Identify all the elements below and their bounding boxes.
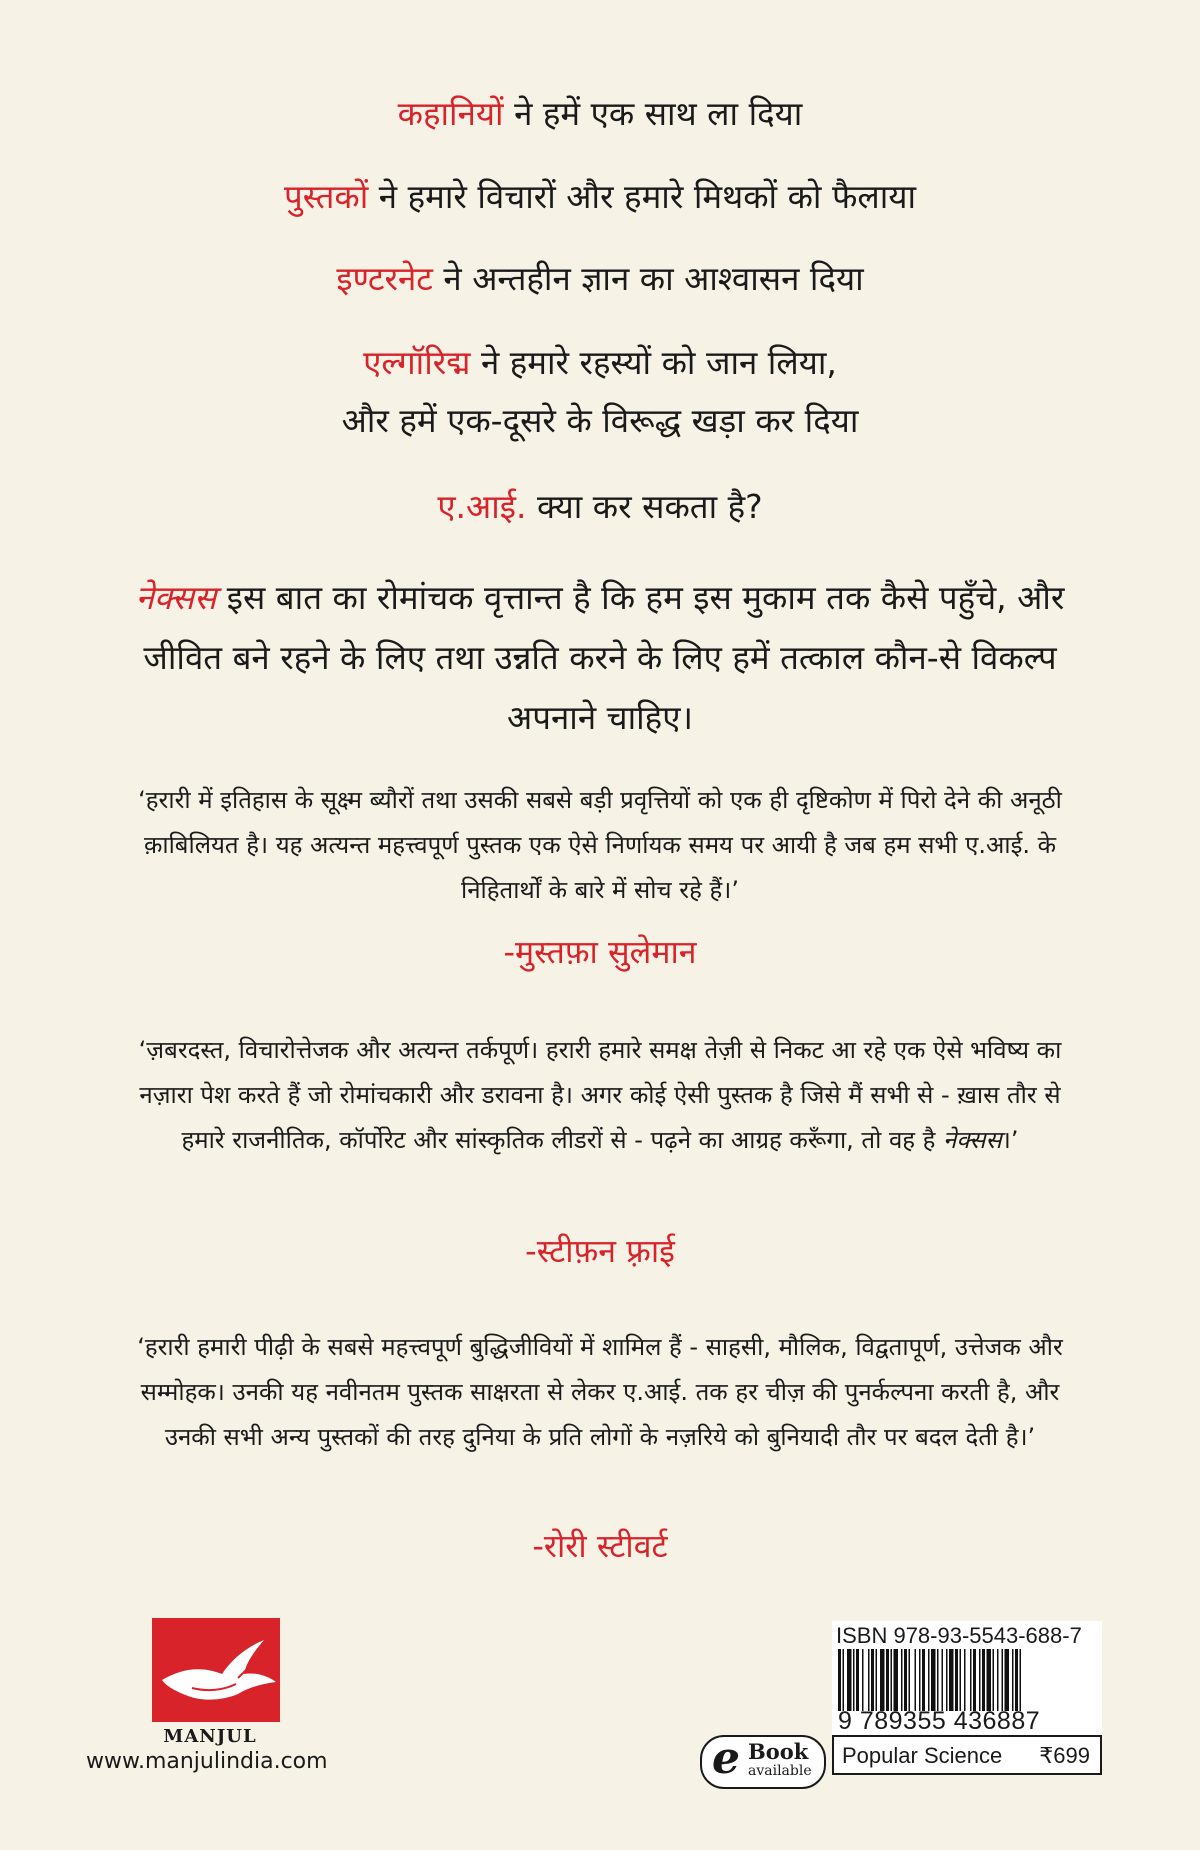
quote-text: ‘हरारी में इतिहास के सूक्ष्म ब्यौरों तथा उसकी सबसे बड़ी प्रवृत्तियों को एक ही दृष्टिकोण में पिरो देने की अनूठी क़ाबिलियत है। यह अत्यन्त महत्त्वपूर्ण पुस्तक एक ऐसे निर्णायक समय पर आयी है जब हम सभी ए.आई. के निहितार्थों के बारे में सोच रहे हैं।’: [138, 786, 1062, 904]
quote-suleyman: [135, 778, 1065, 913]
barcode-icon: [836, 1649, 1098, 1711]
statement-highlight: एल्गॉरिद्म: [363, 343, 471, 382]
genre-label: Popular Science: [842, 1743, 1003, 1768]
statement-text: ने हमें एक साथ ला दिया: [503, 94, 803, 133]
statement-text: क्या कर सकता है?: [526, 487, 763, 526]
statement-algorithms-line2: [0, 400, 1200, 441]
quote-italic-title: नेक्सस: [943, 1126, 1002, 1154]
statement-text: और हमें एक-दूसरे के विरूद्ध खड़ा कर दिया: [341, 401, 859, 440]
quote-fry: [135, 1028, 1065, 1163]
ebook-letter: e: [712, 1733, 740, 1784]
statement-ai: [0, 486, 1200, 527]
statement-internet: [0, 258, 1200, 299]
barcode-digits: 9 789355 436887: [838, 1707, 1041, 1735]
isbn-label: ISBN 978-93-5543-688-7: [836, 1623, 1082, 1648]
statement-highlight: इण्टरनेट: [336, 259, 433, 298]
quote-end: ।’: [1001, 1126, 1019, 1154]
price-label: ₹699: [1039, 1743, 1090, 1768]
statement-text: ने हमारे विचारों और हमारे मिथकों को फैलाया: [368, 177, 917, 216]
manjul-logo-icon: [152, 1618, 280, 1722]
publisher-website: www.manjulindia.com: [86, 1749, 328, 1774]
statement-text: ने अन्तहीन ज्ञान का आश्वासन दिया: [432, 259, 864, 298]
genre-price-box: [832, 1735, 1102, 1775]
ebook-available-badge: [700, 1735, 826, 1789]
quote-text: ‘हरारी हमारी पीढ़ी के सबसे महत्त्वपूर्ण बुद्धिजीवियों में शामिल हैं - साहसी, मौलिक, विद्वतापूर्ण, उत्तेजक और सम्मोहक। उनकी यह नवीनतम पुस्तक साक्षरता से लेकर ए.आई. तक हर चीज़ की पुनर्कल्पना करती है, और उनकी सभी अन्य पुस्तकों की तरह दुनिया के प्रति लोगों के नज़रिये को बुनियादी तौर पर बदल देती है।’: [137, 1333, 1063, 1451]
statement-highlight: कहानियों: [397, 94, 504, 133]
nexus-summary: [130, 568, 1070, 748]
quote-text: ‘ज़बरदस्त, विचारोत्तेजक और अत्यन्त तर्कपूर्ण। हरारी हमारे समक्ष तेज़ी से निकट आ रहे एक ऐसे भविष्य का नज़ारा पेश करते हैं जो रोमांचकारी और डरावना है। अगर कोई ऐसी पुस्तक है जिसे मैं सभी से - ख़ास तौर से हमारे राजनीतिक, कॉर्पोरेट और सांस्कृतिक लीडरों से - पढ़ने का आग्रह करूँगा, तो वह है: [138, 1036, 1062, 1154]
statement-books: [0, 176, 1200, 217]
publisher-name: MANJUL: [163, 1726, 257, 1747]
statement-algorithms: [0, 342, 1200, 383]
attribution-stewart: -रोरी स्टीवर्ट: [532, 1527, 668, 1565]
statement-highlight: ए.आई.: [437, 487, 527, 526]
attribution-fry: -स्टीफ़न फ़्राई: [525, 1232, 675, 1270]
quote-stewart: [135, 1325, 1065, 1460]
statement-text: ने हमारे रहस्यों को जान लिया,: [470, 343, 837, 382]
statement-highlight: पुस्तकों: [283, 177, 369, 216]
ebook-sub: available: [748, 1763, 812, 1779]
nexus-text: इस बात का रोमांचक वृत्तान्त है कि हम इस मुकाम तक कैसे पहुँचे, और जीवित बने रहने के लिए तथा उन्नति करने के लिए हमें तत्काल कौन-से विकल्प अपनाने चाहिए।: [143, 578, 1065, 737]
statement-stories: [0, 93, 1200, 134]
ebook-word: Book: [748, 1739, 809, 1764]
attribution-suleyman: -मुस्तफ़ा सुलेमान: [503, 933, 697, 971]
nexus-title: नेक्सस: [135, 578, 217, 617]
isbn-barcode-box: [832, 1621, 1102, 1735]
